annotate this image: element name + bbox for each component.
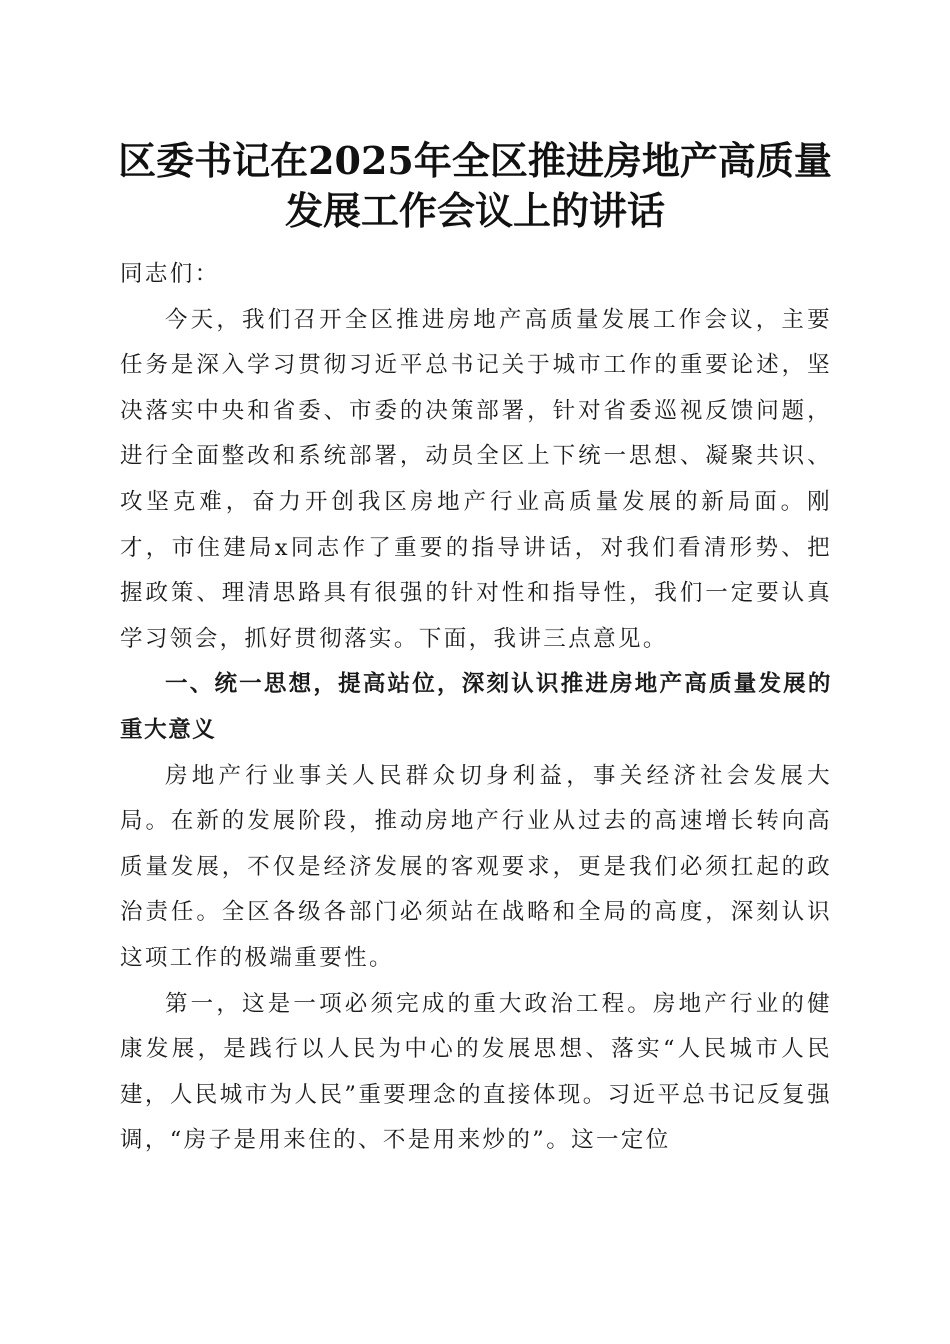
intro-paragraph: 今天，我们召开全区推进房地产高质量发展工作会议，主要任务是深入学习贯彻习近平总书记关于城市工作的重要论述，坚决落实中央和省委、市委的决策部署，针对省委巡视反馈问题，进行全面整改和系统部署，动员全区上下统一思想、凝聚共识、攻坚克难，奋力开创我区房地产行业高质量发展的新局面。刚才，市住建局x同志作了重要的指导讲话，对我们看清形势、把握政策、理清思路具有很强的针对性和指导性，我们一定要认真学习领会，抓好贯彻落实。下面，我讲三点意见。 [120, 306, 832, 652]
section-one-paragraph: 房地产行业事关人民群众切身利益，事关经济社会发展大局。在新的发展阶段，推动房地产行业从过去的高速增长转向高质量发展，不仅是经济发展的客观要求，更是我们必须扛起的政治责任。全区各级各部门必须站在战略和全局的高度，深刻认识这项工作的极端重要性。 [120, 762, 832, 971]
greeting: 同志们： [120, 261, 220, 287]
point-one-text: 房地产行业的健康发展，是践行以人民为中心的发展思想、落实“人民城市人民建，人民城市为人民”重要理念的直接体现。习近平总书记反复强调，“房子是用来住的、不是用来炒的”。这一定位 [120, 990, 832, 1154]
document-title: 区委书记在2025年全区推进房地产高质量发展工作会议上的讲话 [118, 138, 832, 233]
section-one-heading: 一、统一思想，提高站位，深刻认识推进房地产高质量发展的重大意义 [120, 671, 832, 743]
point-one-paragraph [120, 982, 832, 1164]
point-one-lead: 第一，这是一项必须完成的重大政治工程。 [165, 990, 653, 1017]
document-body [120, 252, 832, 1164]
